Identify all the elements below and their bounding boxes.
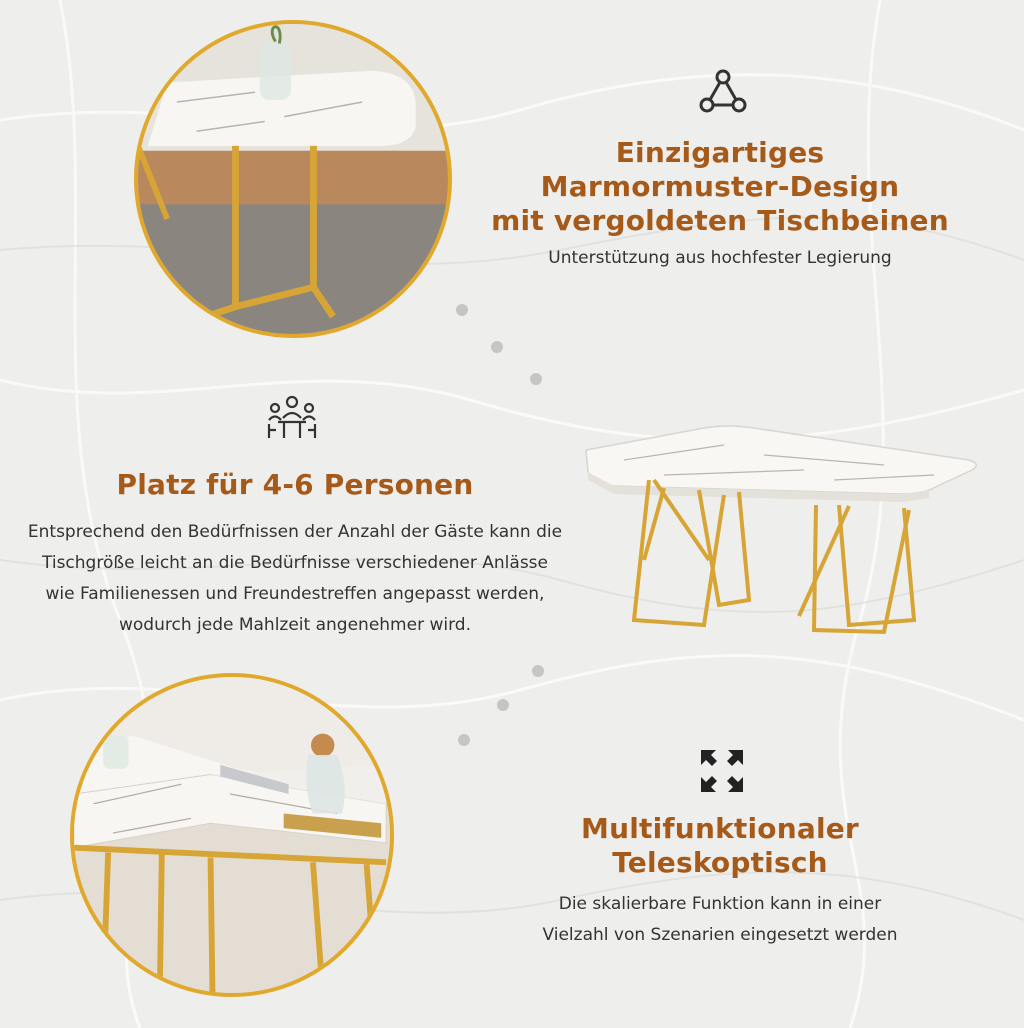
decorative-dot (532, 665, 544, 677)
decorative-dot (491, 341, 503, 353)
expand-arrows-icon (699, 748, 745, 794)
decorative-dot (530, 373, 542, 385)
table-leg-closeup-image (134, 20, 452, 338)
decorative-dot (458, 734, 470, 746)
section-desc-telescopic: Die skalierbare Funktion kann in einer Vielzahl von Szenarien eingesetzt werden (542, 894, 898, 945)
triangle-nodes-icon (698, 68, 748, 114)
table-extension-closeup-image (70, 673, 394, 997)
section-title-marble-design: Einzigartiges Marmormuster-Design mit vergoldeten Tischbeinen (491, 136, 949, 237)
decorative-dot (456, 304, 468, 316)
people-table-icon (266, 394, 318, 442)
section-desc-capacity: Entsprechend den Bedürfnissen der Anzahl der Gäste kann die Tischgröße leicht an die Bedürfnisse verschiedener Anlässe wie Familienessen und Freundestreffen angepasst werden, wodurch jede Mahlzeit angenehmer wird. (27, 522, 563, 635)
section-desc-alloy-support: Unterstützung aus hochfester Legierung (548, 248, 892, 268)
section-title-telescopic: Multifunktionaler Teleskoptisch (581, 812, 859, 879)
section-title-capacity: Platz für 4-6 Personen (116, 468, 474, 501)
decorative-dot (497, 699, 509, 711)
marble-table-product-image (584, 420, 984, 650)
